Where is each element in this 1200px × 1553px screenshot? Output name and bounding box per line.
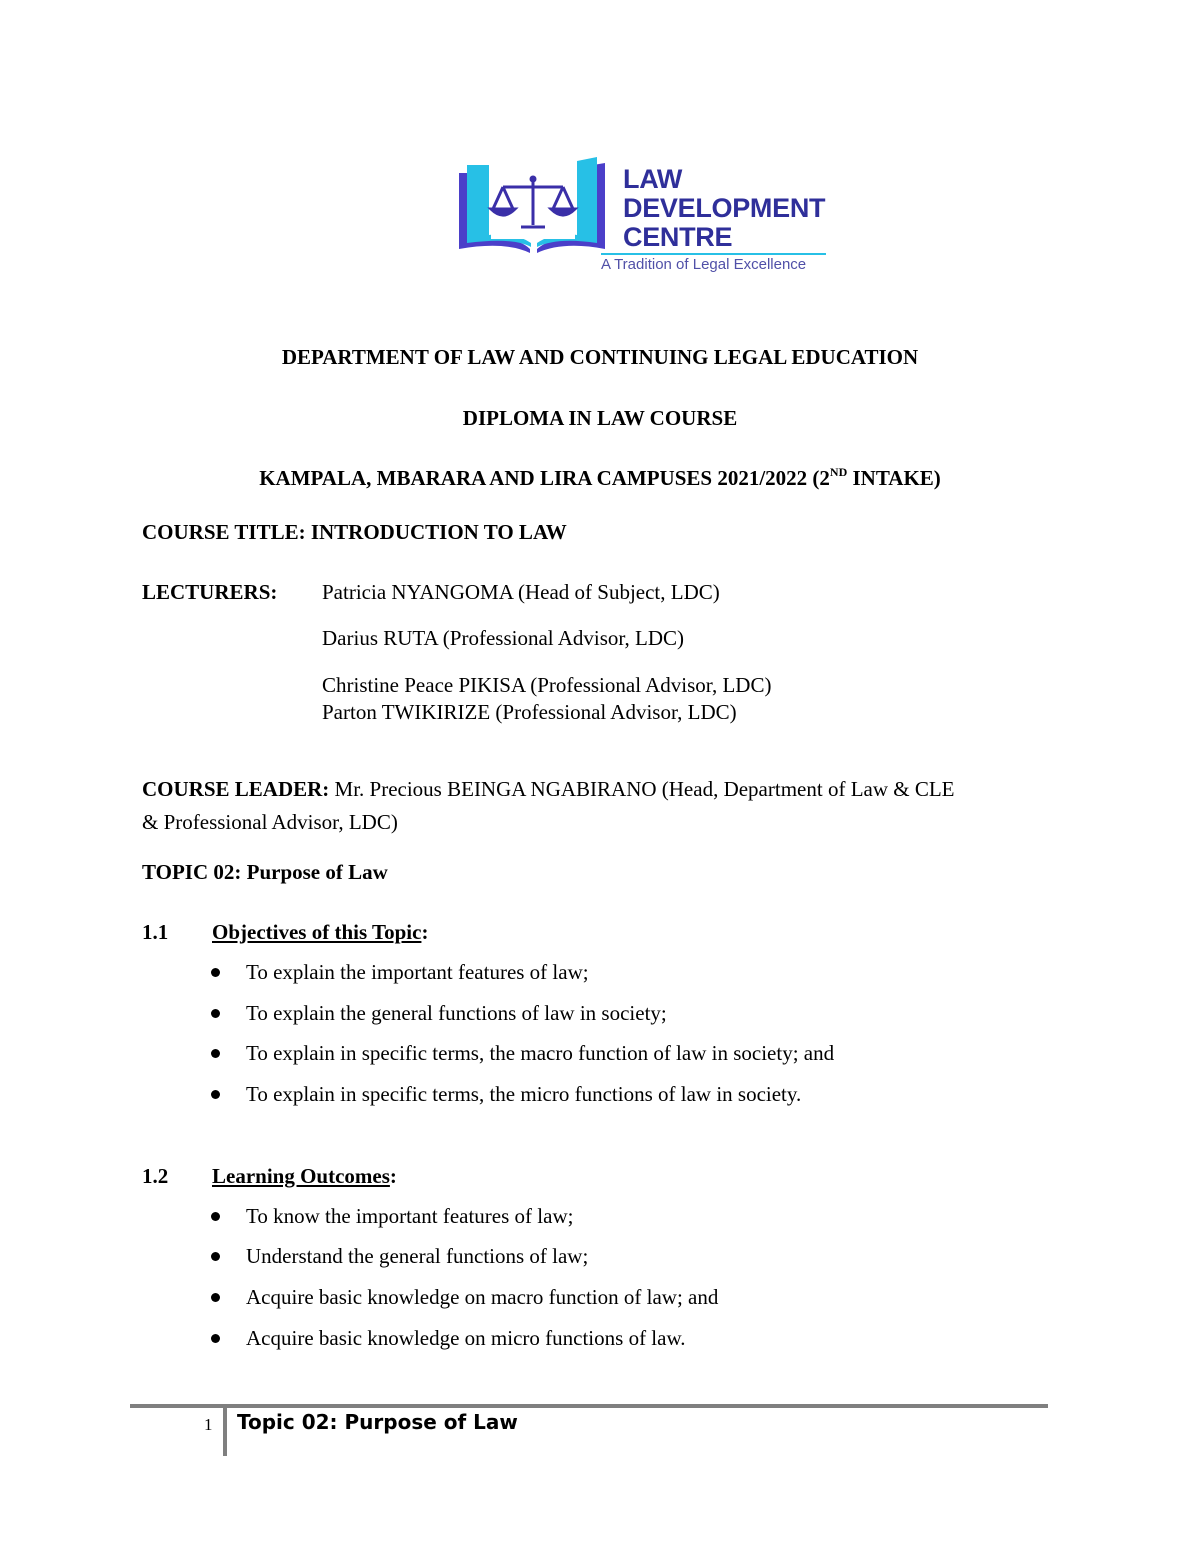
section-number: 1.2	[142, 1164, 169, 1188]
campuses-suffix: INTAKE)	[847, 466, 941, 490]
bullet-icon	[211, 1090, 220, 1099]
bullet-icon	[211, 1049, 220, 1058]
course-leader	[142, 777, 955, 802]
topic-title: Purpose of Law	[246, 860, 388, 884]
section-heading-colon: :	[421, 920, 429, 944]
list-item: To know the important features of law;	[246, 1204, 574, 1228]
intake-superscript: ND	[829, 465, 848, 479]
lecturer-name: Parton TWIKIRIZE (Professional Advisor, LDC)	[322, 700, 737, 724]
logo-tagline: A Tradition of Legal Excellence	[601, 256, 807, 273]
bullet-icon	[211, 1009, 220, 1018]
section-heading-colon: :	[389, 1164, 397, 1188]
logo-line-1: LAW	[623, 164, 683, 194]
logo-line-2: DEVELOPMENT	[623, 193, 826, 223]
scales-of-justice-on-book-icon	[455, 155, 615, 255]
list-item: To explain the general functions of law in society;	[246, 1001, 667, 1025]
lecturer-name: Christine Peace PIKISA (Professional Advisor, LDC)	[322, 673, 772, 697]
bullet-icon	[211, 1293, 220, 1302]
bullet-icon	[211, 1252, 220, 1261]
course-heading: DIPLOMA IN LAW COURSE	[462, 406, 738, 430]
footer-title: Topic 02: Purpose of Law	[237, 1410, 518, 1434]
section-heading-text: Learning Outcomes	[212, 1164, 390, 1188]
lecturers-label: LECTURERS:	[142, 580, 278, 604]
course-leader-label: COURSE LEADER:	[142, 777, 330, 801]
course-leader-line-2: & Professional Advisor, LDC)	[142, 810, 398, 834]
list-item: To explain the important features of law;	[246, 960, 589, 984]
topic-label: TOPIC 02:	[142, 860, 247, 884]
section-number: 1.1	[142, 920, 169, 944]
list-item: To explain in specific terms, the micro functions of law in society.	[246, 1082, 802, 1106]
page-number: 1	[204, 1415, 213, 1434]
list-item: Acquire basic knowledge on macro function of law; and	[246, 1285, 719, 1309]
list-item: Understand the general functions of law;	[246, 1244, 589, 1268]
section-heading	[212, 1164, 397, 1189]
footer-divider	[130, 1404, 1048, 1408]
logo-wordmark	[623, 165, 825, 252]
topic-heading	[142, 860, 388, 885]
logo-line-3: CENTRE	[623, 222, 733, 252]
logo-divider	[601, 253, 826, 255]
section-heading	[212, 920, 428, 945]
bullet-icon	[211, 968, 220, 977]
bullet-icon	[211, 1212, 220, 1221]
course-leader-line-1: Mr. Precious BEINGA NGABIRANO (Head, Department of Law & CLE	[329, 777, 955, 801]
list-item: To explain in specific terms, the macro function of law in society; and	[246, 1041, 835, 1065]
department-heading: DEPARTMENT OF LAW AND CONTINUING LEGAL EDUCATION	[281, 345, 919, 369]
lecturer-name: Darius RUTA (Professional Advisor, LDC)	[322, 626, 685, 650]
footer-vertical-divider	[223, 1404, 227, 1456]
list-item: Acquire basic knowledge on micro functions of law.	[246, 1326, 686, 1350]
campuses-prefix: KAMPALA, MBARARA AND LIRA CAMPUSES 2021/2022 (2	[259, 466, 830, 490]
bullet-icon	[211, 1334, 220, 1343]
ldc-logo	[455, 155, 835, 280]
campuses-heading	[0, 466, 1200, 491]
lecturer-name: Patricia NYANGOMA (Head of Subject, LDC)	[322, 580, 720, 604]
section-heading-text: Objectives of this Topic	[212, 920, 422, 944]
course-title: COURSE TITLE: INTRODUCTION TO LAW	[142, 520, 567, 544]
